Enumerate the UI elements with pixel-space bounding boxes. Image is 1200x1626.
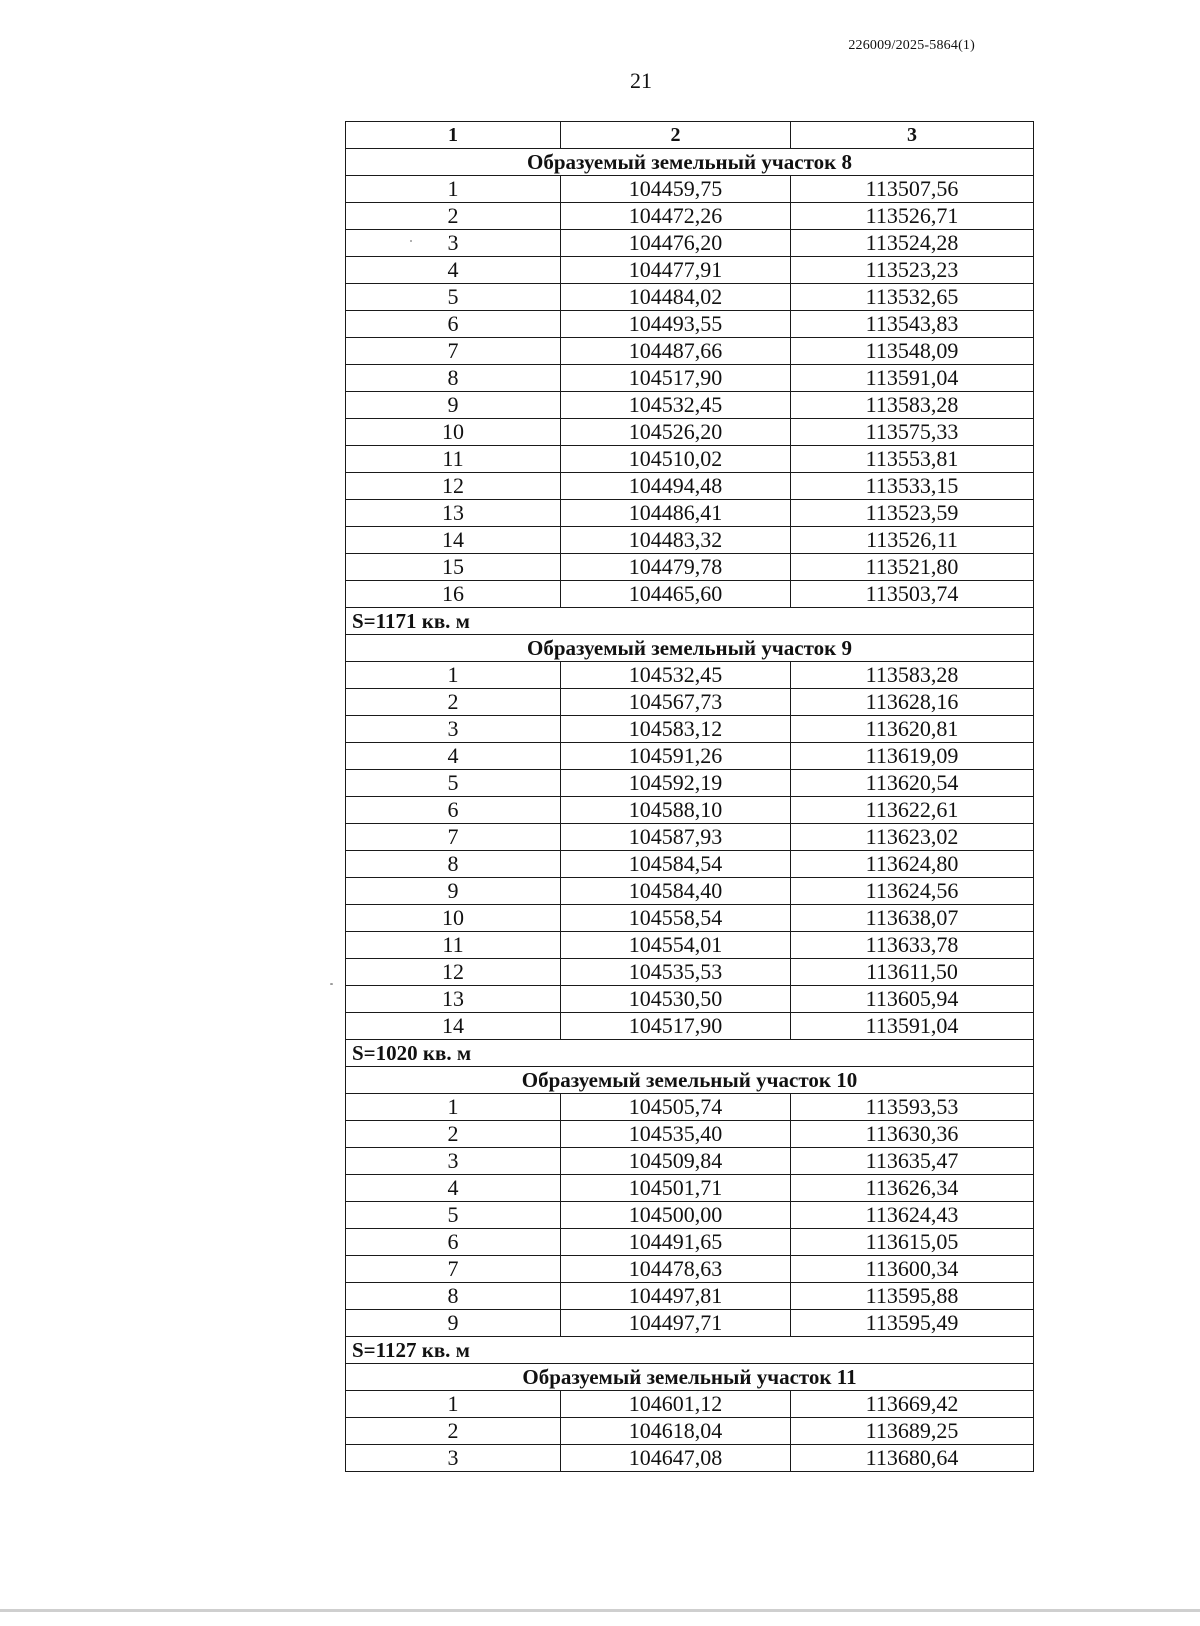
- point-number-cell: 1: [346, 176, 561, 203]
- x-coordinate-cell: 104647,08: [561, 1445, 791, 1472]
- table-row: [346, 527, 1034, 554]
- coordinates-table: [345, 121, 1034, 1472]
- point-number-cell: 8: [346, 365, 561, 392]
- area-row: [346, 1337, 1034, 1364]
- y-coordinate-cell: 113523,59: [791, 500, 1034, 527]
- section-title-row: [346, 1067, 1034, 1094]
- x-coordinate-cell: 104584,40: [561, 878, 791, 905]
- y-coordinate-cell: 113635,47: [791, 1148, 1034, 1175]
- point-number-cell: 6: [346, 797, 561, 824]
- x-coordinate-cell: 104588,10: [561, 797, 791, 824]
- table-row: [346, 824, 1034, 851]
- x-coordinate-cell: 104530,50: [561, 986, 791, 1013]
- table-row: [346, 257, 1034, 284]
- y-coordinate-cell: 113611,50: [791, 959, 1034, 986]
- x-coordinate-cell: 104477,91: [561, 257, 791, 284]
- table-row: [346, 311, 1034, 338]
- scan-speck: [410, 240, 412, 242]
- point-number-cell: 3: [346, 1445, 561, 1472]
- table-row: [346, 1391, 1034, 1418]
- point-number-cell: 2: [346, 689, 561, 716]
- y-coordinate-cell: 113553,81: [791, 446, 1034, 473]
- section-title: Образуемый земельный участок 10: [346, 1067, 1034, 1094]
- table-row: [346, 419, 1034, 446]
- y-coordinate-cell: 113543,83: [791, 311, 1034, 338]
- table-row: [346, 1013, 1034, 1040]
- x-coordinate-cell: 104567,73: [561, 689, 791, 716]
- table-row: [346, 230, 1034, 257]
- section-title-row: [346, 149, 1034, 176]
- table-row: [346, 1175, 1034, 1202]
- y-coordinate-cell: 113548,09: [791, 338, 1034, 365]
- x-coordinate-cell: 104554,01: [561, 932, 791, 959]
- y-coordinate-cell: 113507,56: [791, 176, 1034, 203]
- x-coordinate-cell: 104587,93: [561, 824, 791, 851]
- table-row: [346, 284, 1034, 311]
- y-coordinate-cell: 113532,65: [791, 284, 1034, 311]
- point-number-cell: 8: [346, 851, 561, 878]
- table-row: [346, 365, 1034, 392]
- x-coordinate-cell: 104472,26: [561, 203, 791, 230]
- x-coordinate-cell: 104478,63: [561, 1256, 791, 1283]
- table-row: [346, 392, 1034, 419]
- x-coordinate-cell: 104618,04: [561, 1418, 791, 1445]
- table-row: [346, 1148, 1034, 1175]
- x-coordinate-cell: 104497,81: [561, 1283, 791, 1310]
- point-number-cell: 10: [346, 419, 561, 446]
- table-row: [346, 1202, 1034, 1229]
- table-row: [346, 905, 1034, 932]
- y-coordinate-cell: 113624,56: [791, 878, 1034, 905]
- point-number-cell: 3: [346, 230, 561, 257]
- y-coordinate-cell: 113591,04: [791, 1013, 1034, 1040]
- table-row: [346, 338, 1034, 365]
- y-coordinate-cell: 113600,34: [791, 1256, 1034, 1283]
- point-number-cell: 5: [346, 284, 561, 311]
- y-coordinate-cell: 113624,80: [791, 851, 1034, 878]
- table-row: [346, 959, 1034, 986]
- x-coordinate-cell: 104479,78: [561, 554, 791, 581]
- section-title: Образуемый земельный участок 11: [346, 1364, 1034, 1391]
- table-row: [346, 1445, 1034, 1472]
- y-coordinate-cell: 113521,80: [791, 554, 1034, 581]
- y-coordinate-cell: 113624,43: [791, 1202, 1034, 1229]
- point-number-cell: 10: [346, 905, 561, 932]
- table-row: [346, 770, 1034, 797]
- y-coordinate-cell: 113615,05: [791, 1229, 1034, 1256]
- y-coordinate-cell: 113626,34: [791, 1175, 1034, 1202]
- point-number-cell: 13: [346, 500, 561, 527]
- table-row: [346, 1121, 1034, 1148]
- point-number-cell: 13: [346, 986, 561, 1013]
- table-header-row: [346, 122, 1034, 149]
- section-title-row: [346, 635, 1034, 662]
- table-row: [346, 473, 1034, 500]
- table-row: [346, 554, 1034, 581]
- y-coordinate-cell: 113620,81: [791, 716, 1034, 743]
- point-number-cell: 5: [346, 770, 561, 797]
- y-coordinate-cell: 113689,25: [791, 1418, 1034, 1445]
- y-coordinate-cell: 113533,15: [791, 473, 1034, 500]
- table-row: [346, 500, 1034, 527]
- table-row: [346, 203, 1034, 230]
- table-row: [346, 716, 1034, 743]
- table-row: [346, 1256, 1034, 1283]
- point-number-cell: 7: [346, 1256, 561, 1283]
- point-number-cell: 7: [346, 338, 561, 365]
- area-row: [346, 1040, 1034, 1067]
- x-coordinate-cell: 104526,20: [561, 419, 791, 446]
- area-value: S=1127 кв. м: [346, 1337, 1034, 1364]
- x-coordinate-cell: 104484,02: [561, 284, 791, 311]
- point-number-cell: 12: [346, 959, 561, 986]
- table-row: [346, 662, 1034, 689]
- point-number-cell: 4: [346, 257, 561, 284]
- table-row: [346, 689, 1034, 716]
- y-coordinate-cell: 113622,61: [791, 797, 1034, 824]
- point-number-cell: 2: [346, 1418, 561, 1445]
- area-value: S=1171 кв. м: [346, 608, 1034, 635]
- x-coordinate-cell: 104465,60: [561, 581, 791, 608]
- table-row: [346, 797, 1034, 824]
- x-coordinate-cell: 104592,19: [561, 770, 791, 797]
- x-coordinate-cell: 104505,74: [561, 1094, 791, 1121]
- section-title: Образуемый земельный участок 8: [346, 149, 1034, 176]
- point-number-cell: 3: [346, 1148, 561, 1175]
- y-coordinate-cell: 113526,11: [791, 527, 1034, 554]
- x-coordinate-cell: 104532,45: [561, 392, 791, 419]
- column-header: 1: [346, 122, 561, 149]
- section-title-row: [346, 1364, 1034, 1391]
- point-number-cell: 9: [346, 1310, 561, 1337]
- x-coordinate-cell: 104486,41: [561, 500, 791, 527]
- y-coordinate-cell: 113575,33: [791, 419, 1034, 446]
- table-row: [346, 581, 1034, 608]
- column-header: 2: [561, 122, 791, 149]
- table-row: [346, 878, 1034, 905]
- point-number-cell: 6: [346, 1229, 561, 1256]
- point-number-cell: 16: [346, 581, 561, 608]
- x-coordinate-cell: 104487,66: [561, 338, 791, 365]
- y-coordinate-cell: 113526,71: [791, 203, 1034, 230]
- y-coordinate-cell: 113630,36: [791, 1121, 1034, 1148]
- point-number-cell: 4: [346, 743, 561, 770]
- table-row: [346, 743, 1034, 770]
- y-coordinate-cell: 113620,54: [791, 770, 1034, 797]
- x-coordinate-cell: 104459,75: [561, 176, 791, 203]
- y-coordinate-cell: 113680,64: [791, 1445, 1034, 1472]
- y-coordinate-cell: 113633,78: [791, 932, 1034, 959]
- y-coordinate-cell: 113591,04: [791, 365, 1034, 392]
- x-coordinate-cell: 104500,00: [561, 1202, 791, 1229]
- table-row: [346, 1094, 1034, 1121]
- y-coordinate-cell: 113523,23: [791, 257, 1034, 284]
- point-number-cell: 4: [346, 1175, 561, 1202]
- section-title: Образуемый земельный участок 9: [346, 635, 1034, 662]
- point-number-cell: 1: [346, 662, 561, 689]
- x-coordinate-cell: 104584,54: [561, 851, 791, 878]
- x-coordinate-cell: 104532,45: [561, 662, 791, 689]
- table-row: [346, 1418, 1034, 1445]
- x-coordinate-cell: 104509,84: [561, 1148, 791, 1175]
- point-number-cell: 15: [346, 554, 561, 581]
- column-header: 3: [791, 122, 1034, 149]
- point-number-cell: 5: [346, 1202, 561, 1229]
- point-number-cell: 14: [346, 1013, 561, 1040]
- x-coordinate-cell: 104517,90: [561, 1013, 791, 1040]
- x-coordinate-cell: 104601,12: [561, 1391, 791, 1418]
- table-row: [346, 986, 1034, 1013]
- y-coordinate-cell: 113595,88: [791, 1283, 1034, 1310]
- table-row: [346, 1283, 1034, 1310]
- x-coordinate-cell: 104558,54: [561, 905, 791, 932]
- point-number-cell: 9: [346, 878, 561, 905]
- x-coordinate-cell: 104493,55: [561, 311, 791, 338]
- point-number-cell: 3: [346, 716, 561, 743]
- table-row: [346, 1310, 1034, 1337]
- table-row: [346, 446, 1034, 473]
- y-coordinate-cell: 113593,53: [791, 1094, 1034, 1121]
- x-coordinate-cell: 104535,40: [561, 1121, 791, 1148]
- point-number-cell: 11: [346, 446, 561, 473]
- x-coordinate-cell: 104535,53: [561, 959, 791, 986]
- x-coordinate-cell: 104494,48: [561, 473, 791, 500]
- area-row: [346, 608, 1034, 635]
- y-coordinate-cell: 113638,07: [791, 905, 1034, 932]
- x-coordinate-cell: 104583,12: [561, 716, 791, 743]
- point-number-cell: 11: [346, 932, 561, 959]
- x-coordinate-cell: 104483,32: [561, 527, 791, 554]
- point-number-cell: 7: [346, 824, 561, 851]
- x-coordinate-cell: 104591,26: [561, 743, 791, 770]
- table-row: [346, 932, 1034, 959]
- y-coordinate-cell: 113524,28: [791, 230, 1034, 257]
- point-number-cell: 12: [346, 473, 561, 500]
- scan-edge-line: [0, 1609, 1200, 1612]
- y-coordinate-cell: 113583,28: [791, 392, 1034, 419]
- y-coordinate-cell: 113623,02: [791, 824, 1034, 851]
- y-coordinate-cell: 113669,42: [791, 1391, 1034, 1418]
- x-coordinate-cell: 104476,20: [561, 230, 791, 257]
- point-number-cell: 1: [346, 1391, 561, 1418]
- y-coordinate-cell: 113628,16: [791, 689, 1034, 716]
- y-coordinate-cell: 113605,94: [791, 986, 1034, 1013]
- y-coordinate-cell: 113583,28: [791, 662, 1034, 689]
- x-coordinate-cell: 104497,71: [561, 1310, 791, 1337]
- x-coordinate-cell: 104510,02: [561, 446, 791, 473]
- table-row: [346, 176, 1034, 203]
- table-row: [346, 1229, 1034, 1256]
- scan-speck: [330, 983, 333, 985]
- table-row: [346, 851, 1034, 878]
- point-number-cell: 1: [346, 1094, 561, 1121]
- x-coordinate-cell: 104501,71: [561, 1175, 791, 1202]
- y-coordinate-cell: 113503,74: [791, 581, 1034, 608]
- x-coordinate-cell: 104491,65: [561, 1229, 791, 1256]
- point-number-cell: 14: [346, 527, 561, 554]
- page-number: 21: [630, 68, 652, 93]
- coordinates-table-body: [346, 122, 1034, 1472]
- point-number-cell: 6: [346, 311, 561, 338]
- y-coordinate-cell: 113595,49: [791, 1310, 1034, 1337]
- x-coordinate-cell: 104517,90: [561, 365, 791, 392]
- point-number-cell: 2: [346, 1121, 561, 1148]
- point-number-cell: 8: [346, 1283, 561, 1310]
- point-number-cell: 9: [346, 392, 561, 419]
- point-number-cell: 2: [346, 203, 561, 230]
- document-number: 226009/2025-5864(1): [848, 38, 975, 53]
- y-coordinate-cell: 113619,09: [791, 743, 1034, 770]
- area-value: S=1020 кв. м: [346, 1040, 1034, 1067]
